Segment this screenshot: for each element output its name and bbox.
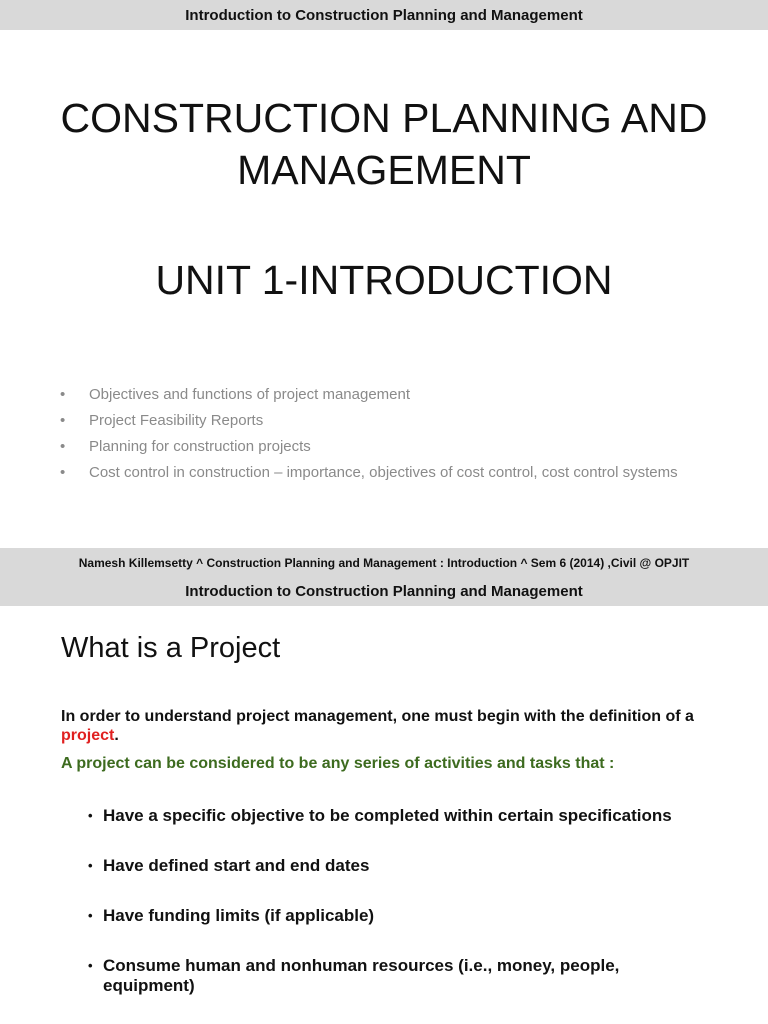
intro-paragraph [61,707,701,745]
criteria-item [88,906,708,926]
project-criteria-list [88,806,708,1024]
topic-text: Project Feasibility Reports [89,412,264,429]
slide1-footer: Namesh Killemsetty ^ Construction Planning and Management : Introduction ^ Sem 6 (2014) ,Civil @ OPJIT [0,548,768,578]
bullet-icon: • [88,808,93,823]
bullet-icon: • [88,908,93,923]
bullet-icon: • [88,958,93,973]
slide2-title: What is a Project [61,632,281,664]
project-keyword: project [61,727,115,744]
intro-text-before: In order to understand project management, one must begin with the definition of a [61,708,694,725]
topic-item [60,386,720,404]
topic-item [60,412,720,430]
slide2-header: Introduction to Construction Planning and Management [0,576,768,606]
criteria-item [88,806,708,826]
topic-text: Cost control in construction – importance, objectives of cost control, cost control systems [89,464,678,481]
slide1-title [0,92,768,196]
bullet-icon: • [60,464,66,481]
slide1-subtitle: UNIT 1-INTRODUCTION [155,257,613,303]
topic-item [60,464,720,482]
criteria-item [88,956,708,996]
intro-text-after: . [114,727,119,744]
criteria-text: Have funding limits (if applicable) [103,906,375,925]
topic-list [60,386,720,490]
criteria-text: Consume human and nonhuman resources (i.e., money, people, equipment) [103,956,620,995]
bullet-icon: • [60,412,66,429]
topic-text: Planning for construction projects [89,438,311,455]
topic-text: Objectives and functions of project management [89,386,411,403]
topic-item [60,438,720,456]
criteria-text: Have a specific objective to be completed within certain specifications [103,806,672,825]
bullet-icon: • [60,438,66,455]
criteria-item [88,856,708,876]
definition-text: A project can be considered to be any series of activities and tasks that : [61,755,615,772]
criteria-text: Have defined start and end dates [103,856,370,875]
bullet-icon: • [88,858,93,873]
title-line-1: CONSTRUCTION PLANNING AND [60,95,708,141]
slide1-header: Introduction to Construction Planning and Management [0,0,768,30]
bullet-icon: • [60,386,66,403]
title-line-2: MANAGEMENT [237,147,531,193]
